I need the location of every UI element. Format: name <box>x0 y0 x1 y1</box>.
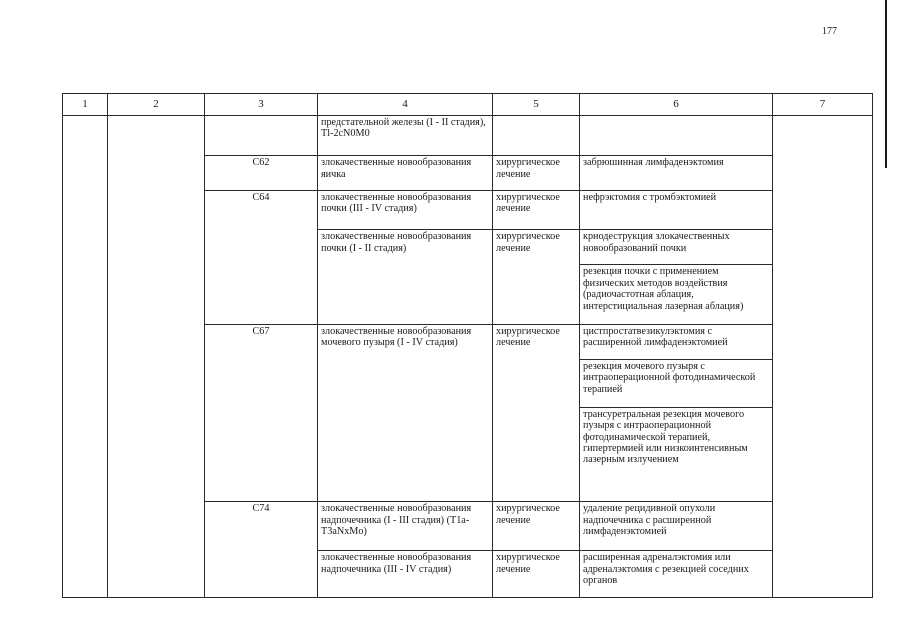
cell-code: C62 <box>205 156 318 190</box>
cell-diagnosis: злокачественные новообразования почки (III - IV стадия) <box>318 190 493 229</box>
cell-method: расширенная адреналэктомия или адреналэктомия с резекцией соседних органов <box>580 551 773 598</box>
cell-col1 <box>63 115 108 597</box>
cell-treatment-type <box>493 115 580 156</box>
cell-method: криодеструкция злокачественных новообразований почки <box>580 230 773 265</box>
cell-method: нефрэктомия с тромбэктомией <box>580 190 773 229</box>
cell-diagnosis: злокачественные новообразования почки (I - II стадия) <box>318 230 493 325</box>
cell-code: C67 <box>205 324 318 502</box>
cell-diagnosis: злокачественные новообразования мочевого пузыря (I - IV стадия) <box>318 324 493 502</box>
page-number: 177 <box>822 26 837 37</box>
col-header: 1 <box>63 94 108 116</box>
cell-diagnosis: предстательной железы (I - II стадия), Tl-2cN0M0 <box>318 115 493 156</box>
cell-method <box>580 115 773 156</box>
cell-code <box>205 115 318 156</box>
table-row <box>63 115 873 156</box>
cell-diagnosis: злокачественные новообразования надпочечника (III - IV стадия) <box>318 551 493 598</box>
col-header: 4 <box>318 94 493 116</box>
cell-method: забрюшинная лимфаденэктомия <box>580 156 773 190</box>
cell-treatment-type: хирургическое лечение <box>493 156 580 190</box>
medical-care-table <box>62 93 873 598</box>
header-row <box>63 94 873 116</box>
cell-diagnosis: злокачественные новообразования яичка <box>318 156 493 190</box>
col-header: 5 <box>493 94 580 116</box>
cell-col2 <box>108 115 205 597</box>
col-header: 3 <box>205 94 318 116</box>
cell-treatment-type: хирургическое лечение <box>493 324 580 502</box>
scan-edge-line <box>885 0 887 168</box>
cell-diagnosis: злокачественные новообразования надпочечника (I - III стадия) (T1a-T3aNxMo) <box>318 502 493 551</box>
cell-col7 <box>773 115 873 597</box>
cell-method: трансуретральная резекция мочевого пузыря с интраоперационной фотодинамической терапией, гипертермией или низкоинтенсивным лазерным излучением <box>580 407 773 502</box>
cell-method: резекция мочевого пузыря с интраоперационной фотодинамической терапией <box>580 359 773 407</box>
cell-treatment-type: хирургическое лечение <box>493 502 580 551</box>
cell-method: резекция почки с применением физических методов воздействия (радиочастотная аблация, интерстициальная лазерная аблация) <box>580 265 773 324</box>
cell-treatment-type: хирургическое лечение <box>493 230 580 325</box>
cell-code: C64 <box>205 190 318 324</box>
cell-treatment-type: хирургическое лечение <box>493 190 580 229</box>
cell-treatment-type: хирургическое лечение <box>493 551 580 598</box>
cell-method: цистпростатвезикулэктомия с расширенной лимфаденэктомией <box>580 324 773 359</box>
cell-method: удаление рецидивной опухоли надпочечника с расширенной лимфаденэктомией <box>580 502 773 551</box>
col-header: 6 <box>580 94 773 116</box>
cell-code: C74 <box>205 502 318 598</box>
col-header: 7 <box>773 94 873 116</box>
col-header: 2 <box>108 94 205 116</box>
